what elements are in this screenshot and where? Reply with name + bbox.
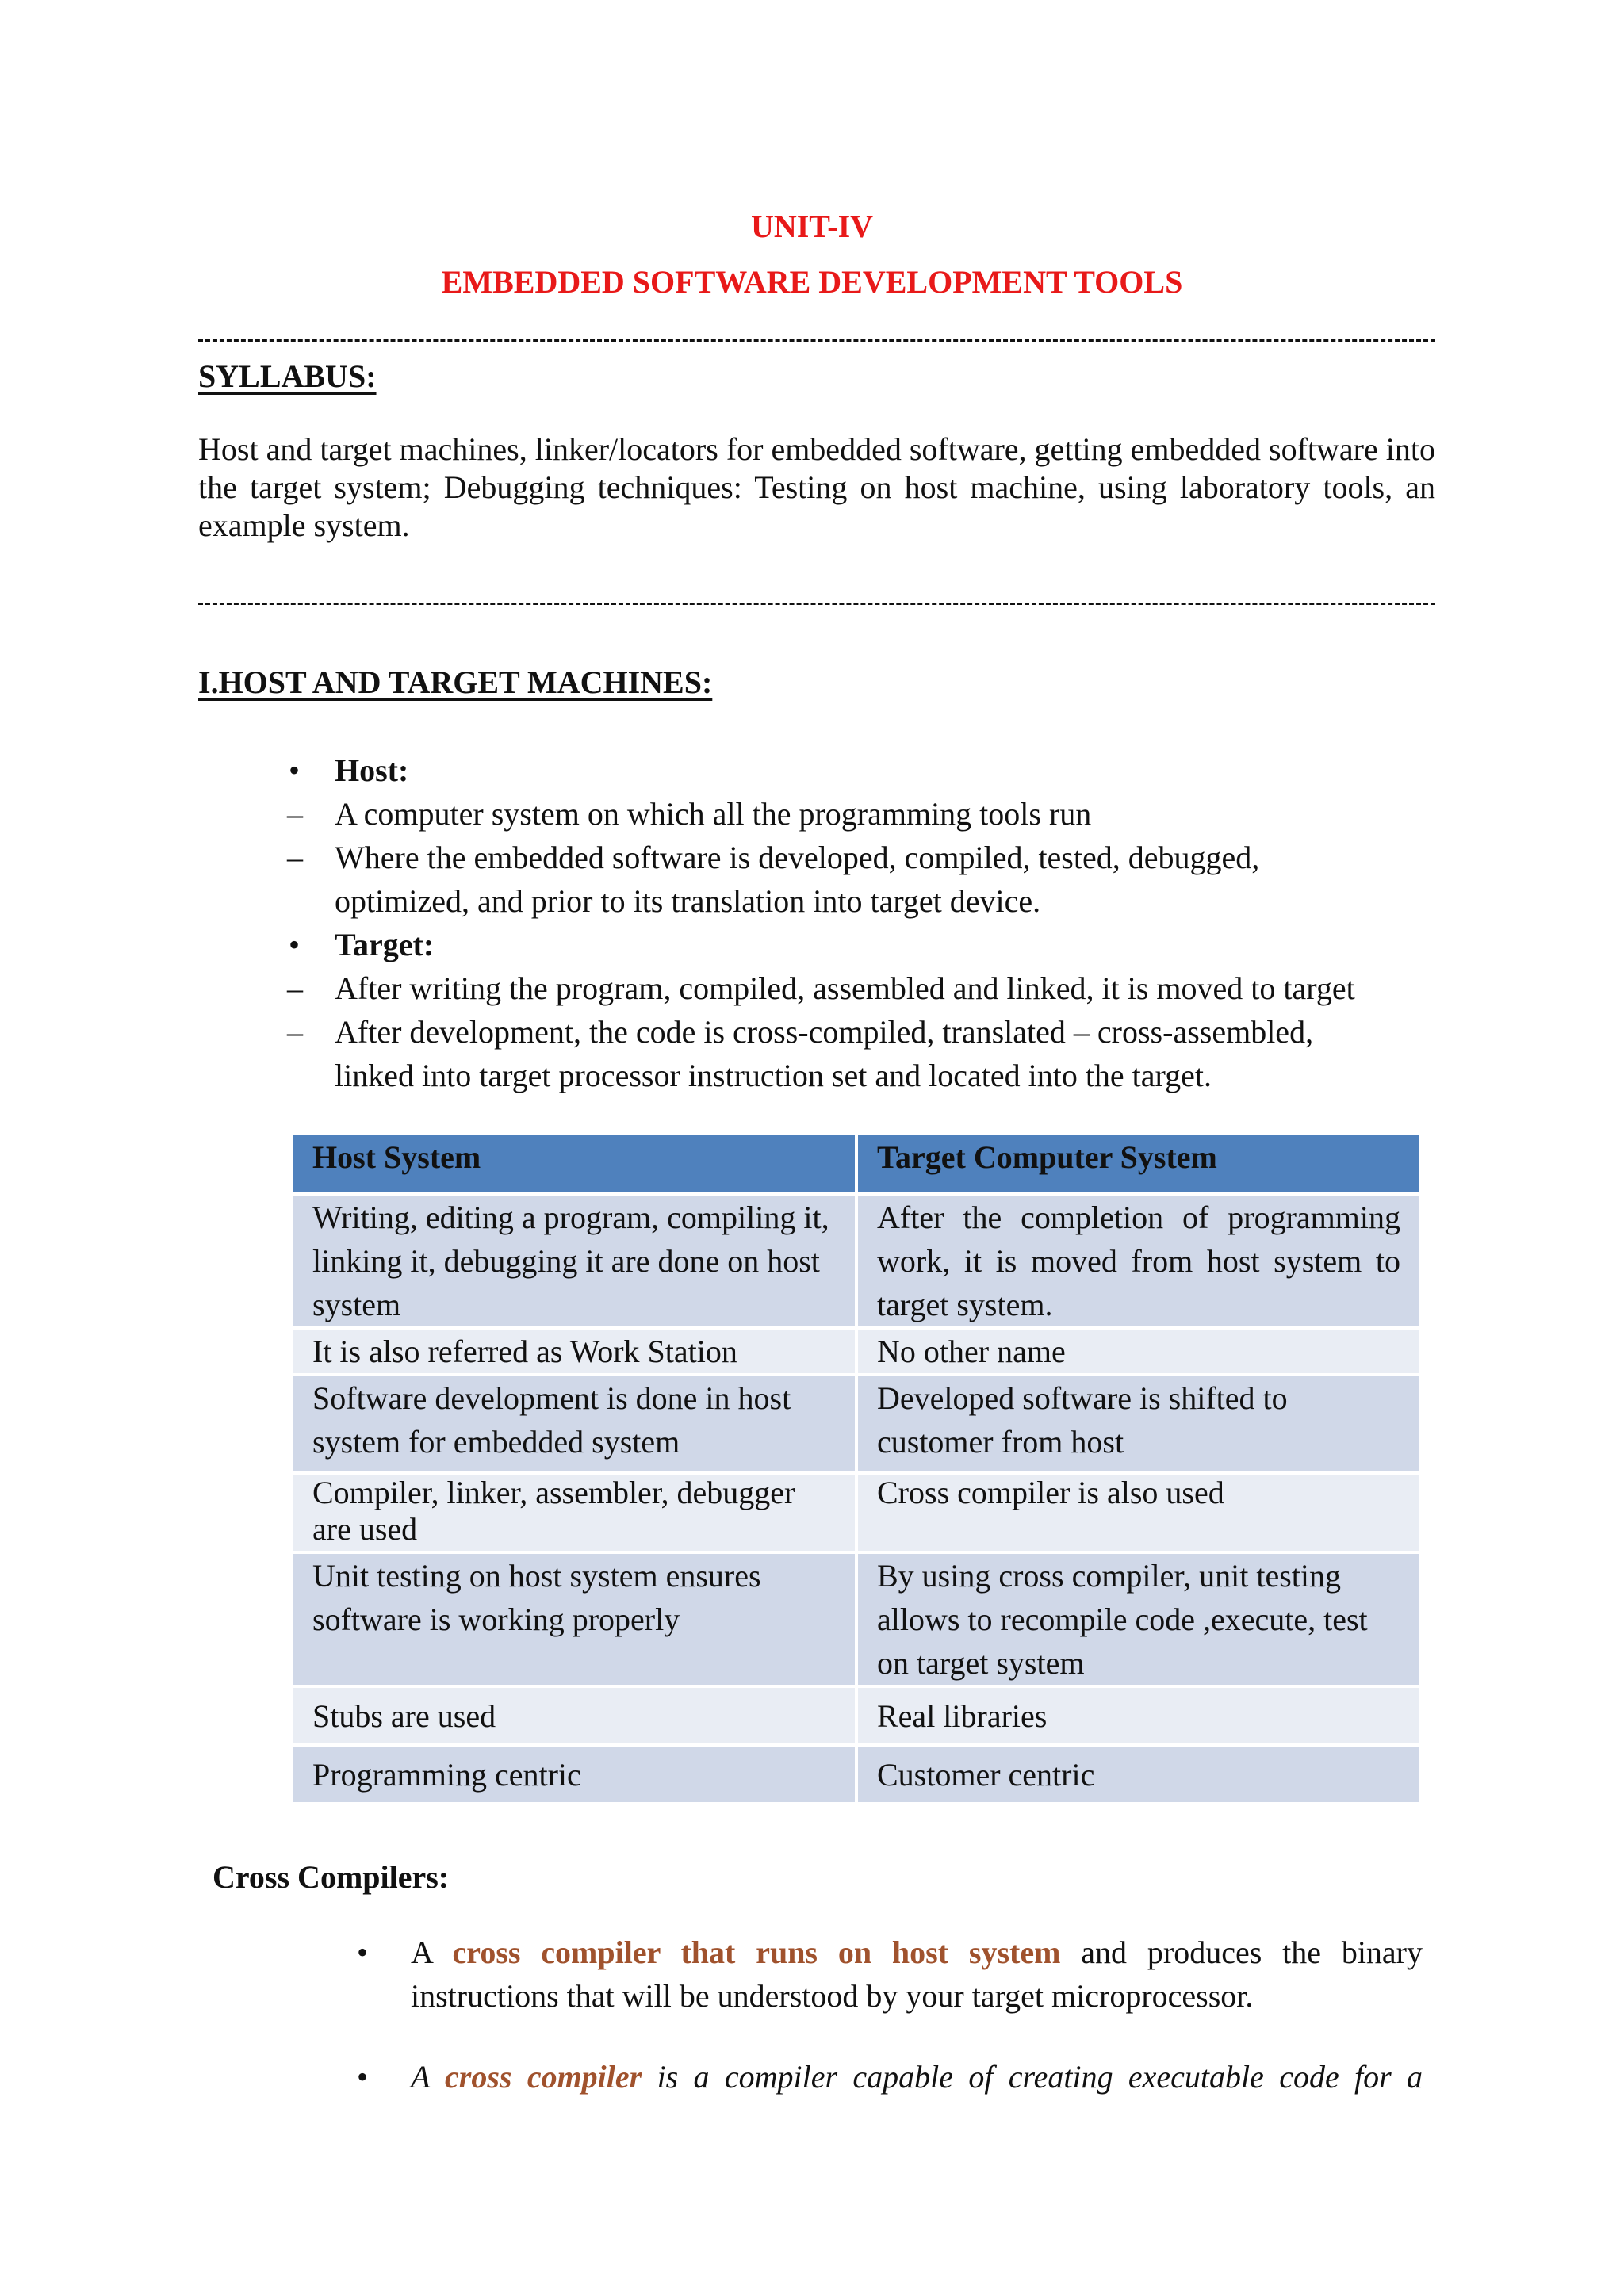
list-item-text: Where the embedded software is developed, compiled, tested, debugged, (335, 840, 1260, 875)
bullet-marker: • (289, 927, 301, 962)
table-cell: It is also referred as Work Station (293, 1330, 855, 1373)
table-cell: No other name (858, 1330, 1419, 1373)
bullet-marker: • (357, 1934, 369, 1970)
table-row (293, 1330, 1419, 1373)
highlighted-term: cross compiler (445, 2059, 642, 2095)
table-cell: Writing, editing a program, compiling it, linking it, debugging it are done on host system (293, 1196, 855, 1326)
comparison-table (290, 1132, 1423, 1805)
table-cell: Stubs are used (293, 1688, 855, 1743)
list-item-text: A computer system on which all the programming tools run (335, 796, 1092, 832)
table-row (293, 1688, 1419, 1743)
table-header-cell: Host System (293, 1135, 855, 1192)
bullet-marker: • (357, 2059, 369, 2095)
dash-marker: – (287, 970, 303, 1006)
table-header-row (293, 1135, 1419, 1192)
list-item-text: Target: (335, 927, 435, 962)
list-item-text: After development, the code is cross-compiled, translated – cross-assembled, (335, 1014, 1314, 1050)
list-item-text: optimized, and prior to its translation into target device. (335, 883, 1041, 919)
cross-compiler-item-2: A cross compiler is a compiler capable of creating executable code for a (411, 2059, 1423, 2095)
cross-compiler-item-line1: A cross compiler that runs on host system and produces the binary (411, 1934, 1423, 1970)
unit-title: UNIT-IV (750, 209, 874, 244)
table-cell: Developed software is shifted to customer from host (858, 1376, 1419, 1471)
table-cell: Cross compiler is also used (858, 1475, 1419, 1551)
dash-marker: – (287, 1014, 303, 1050)
table-cell: Programming centric (293, 1747, 855, 1802)
dash-marker: – (287, 840, 303, 875)
dash-marker: – (287, 796, 303, 832)
cross-compiler-item-line2: instructions that will be understood by your target microprocessor. (411, 1978, 1254, 2014)
dashed-divider (198, 339, 1435, 344)
table-header-cell: Target Computer System (858, 1135, 1419, 1192)
syllabus-heading: SYLLABUS: (198, 358, 377, 394)
table-cell: By using cross compiler, unit testing allows to recompile code ,execute, test on target system (858, 1554, 1419, 1685)
table-cell: Customer centric (858, 1747, 1419, 1802)
document-title: EMBEDDED SOFTWARE DEVELOPMENT TOOLS (441, 264, 1183, 300)
bullet-marker: • (289, 752, 301, 788)
table-cell: After the completion of programming work, it is moved from host system to target system. (858, 1196, 1419, 1326)
table-row (293, 1475, 1419, 1551)
section-heading: I.HOST AND TARGET MACHINES: (198, 664, 713, 700)
table-cell: Unit testing on host system ensures software is working properly (293, 1554, 855, 1685)
table-cell: Compiler, linker, assembler, debugger are used (293, 1475, 855, 1551)
list-item-text: Host: (335, 752, 409, 788)
table-cell: Software development is done in host system for embedded system (293, 1376, 855, 1471)
table-row (293, 1196, 1419, 1326)
syllabus-text: Host and target machines, linker/locators for embedded software, getting embedded software into the target system; Debugging techniques: Testing on host machine, using laboratory tools, an example system. (198, 431, 1435, 543)
dashed-divider (198, 603, 1435, 607)
table-row (293, 1747, 1419, 1802)
highlighted-term: cross compiler that runs on host system (452, 1934, 1061, 1970)
table-row (293, 1554, 1419, 1685)
cross-compilers-heading: Cross Compilers: (213, 1859, 450, 1895)
table-row (293, 1376, 1419, 1471)
list-item-text: linked into target processor instruction set and located into the target. (335, 1058, 1212, 1093)
list-item-text: After writing the program, compiled, assembled and linked, it is moved to target (335, 970, 1355, 1006)
table-cell: Real libraries (858, 1688, 1419, 1743)
